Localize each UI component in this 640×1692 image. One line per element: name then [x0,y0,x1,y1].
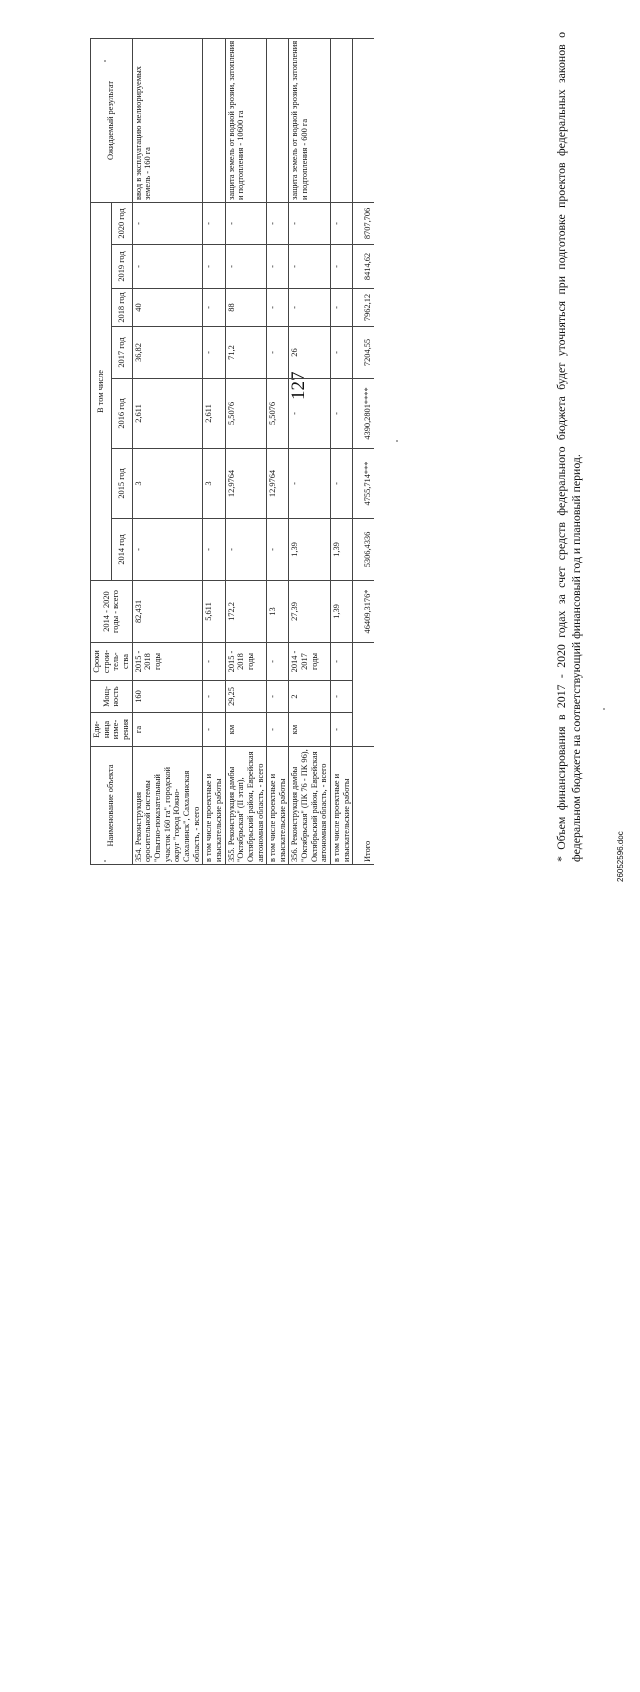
cell-name: в том числе проектные и изыскательские работы [267,747,289,865]
total-y2016: 4390,2801**** [353,379,374,449]
cell-capacity: - [267,681,289,713]
cell-2014: - [132,519,203,581]
table-row [267,38,289,864]
cell-2019: - [331,245,353,289]
cell-2020: - [203,202,225,244]
cell-result [267,38,289,202]
cell-2018: - [331,289,353,327]
cell-terms: 2014 - 2017 годы [289,643,331,681]
cell-2015: 3 [132,449,203,519]
cell-2018: 40 [132,289,203,327]
cell-2014: 1,39 [331,519,353,581]
header-unit: Еди-ница изме-рения [91,713,133,747]
cell-total: 1,39 [331,581,353,643]
cell-2019: - [203,245,225,289]
header-total: 2014 - 2020 годы - всего [91,581,133,643]
cell-name: в том числе проектные и изыскательские работы [203,747,225,865]
financing-table [90,38,374,865]
cell-terms: 2015 - 2018 годы [225,643,267,681]
header-year: 2016 год [111,379,132,449]
cell-result [203,38,225,202]
cell-2020: - [225,202,267,244]
cell-2016: 5,5076 [225,379,267,449]
page-number: 127 [288,371,309,400]
cell-2017: - [331,327,353,379]
cell-2018: 88 [225,289,267,327]
cell-capacity: 29,25 [225,681,267,713]
cell-unit: - [331,713,353,747]
cell-2016: - [289,379,331,449]
total-total: 46409,3176* [353,581,374,643]
cell-2015: 3 [203,449,225,519]
document-filename: 26052596.doc [616,831,625,882]
table-row [331,38,353,864]
cell-terms: - [203,643,225,681]
header-year: 2017 год [111,327,132,379]
header-capacity: Мощ-ность [91,681,133,713]
cell-2017: 26 [289,327,331,379]
cell-terms: 2015 - 2018 годы [132,643,203,681]
table-body [132,38,374,864]
total-label: Итого [353,747,374,865]
cell-2020: - [289,202,331,244]
table-row [203,38,225,864]
cell-total: 13 [267,581,289,643]
cell-name: 355. Реконструкция дамбы "Октябрьская" (II этап), Октябрьский район, Еврейская автономная область, - всего [225,747,267,865]
cell-2020: - [267,202,289,244]
rotated-table [90,39,570,865]
cell-capacity: 2 [289,681,331,713]
cell-2020: - [331,202,353,244]
cell-total: 5,611 [203,581,225,643]
cell-unit: км [225,713,267,747]
cell-2016: 5,5076 [267,379,289,449]
cell-unit: км [289,713,331,747]
total-y2017: 7204,55 [353,327,374,379]
header-result: Ожидаемый результат [91,38,133,202]
header-name: Наименование объекта [91,747,133,865]
cell-terms: - [331,643,353,681]
header-including: В том числе [91,202,112,580]
total-y2014: 5306,4336 [353,519,374,581]
footnote-text: * Объем финансирования в 2017 - 2020 годах за счет средств федерального бюджета будет уточняться при подготовке проектов федеральных законов о федеральном бюджете на соответствующий финансовый год и плановый период. [554,32,583,862]
total-result-empty [353,38,374,202]
cell-2017: - [267,327,289,379]
cell-total: 27,39 [289,581,331,643]
cell-capacity: - [203,681,225,713]
cell-total: 172,2 [225,581,267,643]
cell-2017: - [203,327,225,379]
total-y2015: 4755,714*** [353,449,374,519]
total-y2020: 8707,706 [353,202,374,244]
total-y2018: 7962,12 [353,289,374,327]
cell-name: 356. Реконструкция дамбы "Октябрьская" (ПК 76 - ПК 96), Октябрьский район, Еврейская автономная область, - всего [289,747,331,865]
cell-unit: - [203,713,225,747]
cell-2014: - [267,519,289,581]
cell-unit: га [132,713,203,747]
scan-speck [104,60,106,62]
table-row [225,38,267,864]
cell-2014: - [203,519,225,581]
header-year: 2015 год [111,449,132,519]
table-row [289,38,331,864]
cell-2015: - [289,449,331,519]
cell-terms: - [267,643,289,681]
total-empty [353,643,374,747]
cell-2017: 36,82 [132,327,203,379]
cell-result: защита земель от водной эрозии, затопления и подтопления - 10600 га [225,38,267,202]
cell-result: защита земель от водной эрозии, затопления и подтопления - 600 га [289,38,331,202]
total-row [353,38,374,864]
cell-2019: - [225,245,267,289]
cell-2018: - [203,289,225,327]
cell-total: 82,431 [132,581,203,643]
cell-capacity: 160 [132,681,203,713]
cell-2018: - [289,289,331,327]
cell-2016: 2,611 [132,379,203,449]
cell-2015: 12,9764 [267,449,289,519]
cell-2014: 1,39 [289,519,331,581]
cell-2018: - [267,289,289,327]
cell-result: ввод в эксплуатацию мелиорируемых земель - 160 га [132,38,203,202]
cell-2015: 12,9764 [225,449,267,519]
cell-2016: 2,611 [203,379,225,449]
cell-2020: - [132,202,203,244]
header-year: 2018 год [111,289,132,327]
scan-speck [104,860,106,862]
cell-2019: - [289,245,331,289]
scan-speck [396,440,398,442]
cell-name: 354. Реконструкция оросительной системы "Опытно-показательный участок 160 га", городской округ "город Южно-Сахалинск", Сахалинская область, - всего [132,747,203,865]
cell-name: в том числе проектные и изыскательские работы [331,747,353,865]
cell-2017: 71,2 [225,327,267,379]
cell-unit: - [267,713,289,747]
cell-2015: - [331,449,353,519]
scan-speck [603,708,605,710]
cell-2014: - [225,519,267,581]
header-year: 2014 год [111,519,132,581]
header-terms: Сроки строи-тель-ства [91,643,133,681]
cell-capacity: - [331,681,353,713]
table-row [132,38,203,864]
total-y2019: 8414,62 [353,245,374,289]
cell-2019: - [267,245,289,289]
header-year: 2020 год [111,202,132,244]
header-year: 2019 год [111,245,132,289]
cell-result [331,38,353,202]
cell-2016: - [331,379,353,449]
cell-2019: - [132,245,203,289]
